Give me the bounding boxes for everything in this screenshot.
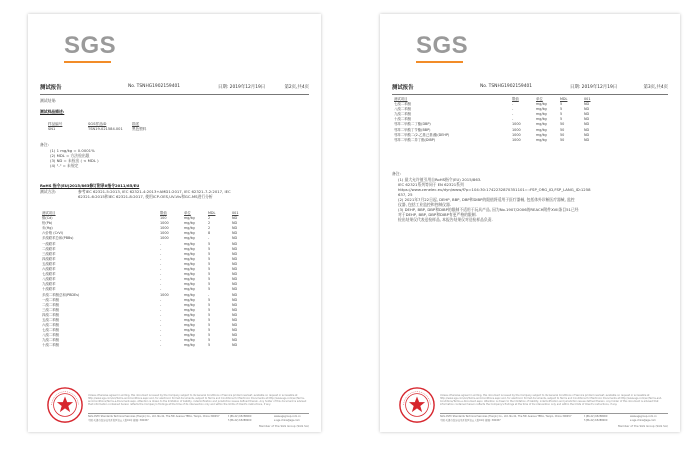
page-number: 第2页,共4页: [284, 85, 309, 90]
table-cell: 1000: [512, 122, 521, 127]
table-cell: mg/kg: [184, 333, 195, 338]
table-cell: 八溴二苯醚: [394, 107, 411, 112]
note-line: https://www.cenelec.eu/dyn/www/f?p=104:30:1742232870351101::::FSP_ORG_ID,FSP_LANG_ID:1258: [398, 187, 591, 192]
table-cell: -: [160, 241, 162, 246]
table-cell: 1000: [160, 221, 169, 226]
method-label: 测试方法:: [40, 189, 57, 194]
note-line: (1) 最大允许值引用自RoHS指令(EU) 2015/863.: [398, 177, 482, 182]
table-cell: ND: [232, 307, 238, 312]
table-cell: 5: [208, 317, 211, 322]
table-cell: 5: [208, 343, 211, 348]
table-cell: 5: [208, 302, 211, 307]
table-cell: mg/kg: [536, 122, 547, 127]
table-cell: mg/kg: [184, 312, 195, 317]
table-cell: mg/kg: [184, 251, 195, 256]
table-cell: 5: [208, 267, 211, 272]
table-cell: 50: [560, 122, 565, 127]
sample-cell: 黑色塑料: [132, 127, 147, 132]
table-cell: -: [160, 338, 162, 343]
table-cell: ND: [232, 241, 238, 246]
table-cell: 5: [208, 307, 211, 312]
table-cell: 5: [560, 102, 563, 107]
sample-table: [48, 122, 146, 132]
table-cell: -: [512, 117, 514, 122]
note-line: 检出结果仅代表送检样品, 本报告结果仅对送检样品负责.: [398, 217, 493, 222]
table-cell: mg/kg: [184, 236, 195, 241]
table-cell: 5: [208, 241, 211, 246]
table-cell: mg/kg: [184, 282, 195, 287]
table-cell: 汞(Hg): [42, 226, 53, 231]
results-table: [394, 97, 604, 143]
member-note: Member of the SGS Group (SGS SA): [259, 424, 309, 428]
table-cell: 七溴二苯醚: [394, 102, 411, 107]
table-cell: -: [160, 343, 162, 348]
table-cell: mg/kg: [184, 277, 195, 282]
table-cell: ND: [232, 246, 238, 251]
results-col-header: 单位: [536, 97, 543, 101]
table-cell: 九溴二苯醚: [42, 338, 59, 343]
table-cell: 邻苯二甲酸二异丁酯(DIBP): [394, 137, 436, 142]
table-cell: -: [208, 292, 210, 297]
sample-col-header: 样品编号: [48, 122, 63, 126]
results-col-header: 001: [232, 211, 239, 215]
table-cell: mg/kg: [184, 246, 195, 251]
results-col-header: MDL: [208, 211, 216, 215]
table-cell: -: [160, 282, 162, 287]
address-en: SGS-CSTC Standards Technical Services (Tianjin) Co., Ltd. No.41, The 5th Avenue TEDA, Tianjin, China 300457: [440, 415, 572, 418]
table-cell: ND: [232, 292, 238, 297]
report-page-2: [28, 14, 321, 432]
sample-col-header: 描述: [132, 122, 140, 126]
table-cell: 二溴联苯: [42, 246, 56, 251]
table-cell: ND: [584, 137, 590, 142]
results-col-header: 限值: [160, 211, 167, 215]
table-cell: mg/kg: [536, 112, 547, 117]
report-title: 测试报告: [392, 85, 414, 91]
address-cn: 中国·天津市经济技术开发区第五大街41号 邮编: 300457: [88, 419, 149, 422]
notes-label: 备注:: [392, 171, 401, 176]
table-cell: 8: [208, 231, 211, 236]
table-cell: ND: [232, 317, 238, 322]
table-cell: 5: [208, 251, 211, 256]
sgs-logo: SGS: [416, 32, 469, 59]
table-cell: 1000: [512, 137, 521, 142]
table-cell: 二溴二苯醚: [42, 302, 59, 307]
method-line: 62321-6:2015和IEC 62321-8:2017, 使用ICP-OES,UV-Vis和GC-MS进行分析: [78, 194, 213, 199]
table-cell: 5: [208, 328, 211, 333]
table-cell: ND: [232, 267, 238, 272]
table-cell: 六价铬 (CrVI): [42, 231, 63, 236]
website: www.sgsgroup.com.cn: [274, 415, 301, 418]
table-cell: 六溴联苯: [42, 267, 56, 272]
table-cell: 5: [208, 297, 211, 302]
table-cell: 5: [208, 312, 211, 317]
table-cell: mg/kg: [184, 307, 195, 312]
table-cell: ND: [584, 127, 590, 132]
header-divider: [40, 94, 309, 95]
fax: f (86-22) 65288000: [228, 419, 252, 422]
table-cell: mg/kg: [536, 102, 547, 107]
table-cell: -: [160, 302, 162, 307]
fax: f (86-22) 65288000: [584, 419, 608, 422]
sample-col-header: SGS样品ID: [88, 122, 107, 126]
table-cell: -: [160, 246, 162, 251]
table-cell: 五溴联苯: [42, 261, 56, 266]
table-cell: ND: [232, 221, 238, 226]
table-cell: -: [160, 297, 162, 302]
report-date: 日期: 2019年12月19日: [570, 85, 618, 90]
member-note: Member of the SGS Group (SGS SA): [618, 424, 668, 428]
table-cell: 5: [208, 261, 211, 266]
table-cell: ND: [232, 236, 238, 241]
sample-description-label: 测试样品描述:: [40, 109, 65, 114]
table-cell: ND: [232, 226, 238, 231]
logo-orange-rule: [64, 61, 111, 63]
table-cell: 50: [560, 137, 565, 142]
table-cell: mg/kg: [536, 117, 547, 122]
telephone: t (86-22) 65288000: [584, 415, 608, 418]
table-cell: 50: [560, 127, 565, 132]
table-cell: ND: [232, 216, 238, 221]
table-cell: ND: [232, 272, 238, 277]
table-cell: -: [160, 307, 162, 312]
table-cell: 三溴联苯: [42, 251, 56, 256]
table-cell: -: [160, 317, 162, 322]
table-cell: 九溴联苯: [42, 282, 56, 287]
notes-label: 备注:: [40, 142, 49, 147]
table-cell: mg/kg: [184, 216, 195, 221]
email: e sgs.china@sgs.com: [274, 419, 300, 422]
email: e sgs.china@sgs.com: [630, 419, 656, 422]
table-cell: 邻苯二甲酸丁苄酯(BBP): [394, 127, 431, 132]
report-date: 日期: 2019年12月19日: [218, 85, 266, 90]
table-cell: ND: [232, 261, 238, 266]
note-line: (3) ND = 未检出 ( < MDL ): [50, 158, 99, 163]
table-cell: mg/kg: [536, 137, 547, 142]
footer-divider: [440, 413, 668, 414]
sgs-seal-stamp: [46, 386, 84, 424]
table-cell: mg/kg: [536, 107, 547, 112]
table-cell: 5: [208, 272, 211, 277]
note-line: IEC 62321系列等同于 EN 62321系列: [398, 182, 464, 187]
results-col-header: 001: [584, 97, 591, 101]
note-line: (4) "-" = 未规定: [50, 163, 79, 168]
table-cell: ND: [232, 231, 238, 236]
table-cell: mg/kg: [184, 261, 195, 266]
table-cell: 1000: [160, 231, 169, 236]
table-cell: mg/kg: [184, 231, 195, 236]
table-cell: 2: [208, 226, 211, 231]
table-cell: mg/kg: [184, 328, 195, 333]
table-cell: ND: [232, 282, 238, 287]
table-cell: -: [160, 328, 162, 333]
table-cell: mg/kg: [536, 127, 547, 132]
table-cell: 镉(Cd): [42, 216, 53, 221]
table-cell: 1000: [160, 236, 169, 241]
table-cell: -: [512, 102, 514, 107]
table-cell: ND: [232, 256, 238, 261]
results-col-header: 限值: [512, 97, 519, 101]
method-line: 参考IEC 62321-5:2013, IEC 62321-4:2013+AMD1:2017, IEC 62321-7-2:2017, IEC: [78, 189, 231, 194]
report-number: No. TSNHG1902159401: [480, 84, 533, 89]
results-col-header: 测试项目: [42, 211, 56, 215]
table-cell: -: [160, 312, 162, 317]
table-cell: 八溴二苯醚: [42, 333, 59, 338]
table-cell: 5: [560, 107, 563, 112]
disclaimer-fine-print: Unless otherwise agreed in writing, this document is issued by the Company subject to its General Conditions of Service printed overleaf, available on request or accessible at http://www.sgs.com/en/Terms-and-Conditions.aspx and, for electronic format documents, subject to Terms and Conditions for Electronic Documents at http://www.sgs.com/en/Terms-and-Conditions/Terms-e-Document.aspx. Attention is drawn to the limitation of liability, indemnification and jurisdiction issues defined therein. Any holder of this document is advised that information contained hereon reflects the Company's findings at the time of its intervention only and within the limits of Client's instructions, if any.: [440, 394, 663, 407]
note-line: (1) 1 mg/kg = 0.0001%: [50, 148, 95, 153]
rohs-title: RoHS 指令(EU)2015/863修订附录II指令2011/65/EU: [40, 183, 140, 188]
report-number: No. TSNHG1902159401: [128, 84, 181, 89]
table-cell: 一溴联苯: [42, 241, 56, 246]
table-cell: ND: [232, 343, 238, 348]
address-en: SGS-CSTC Standards Technical Services (Tianjin) Co., Ltd. No.41, The 5th Avenue TEDA, Tianjin, China 300457: [88, 415, 220, 418]
table-cell: -: [160, 333, 162, 338]
table-cell: ND: [584, 112, 590, 117]
table-cell: mg/kg: [184, 302, 195, 307]
table-cell: 1000: [160, 292, 169, 297]
sgs-logo: SGS: [64, 32, 117, 59]
table-cell: mg/kg: [184, 292, 195, 297]
footer-divider: [88, 413, 309, 414]
table-cell: 邻苯二甲酸二丁酯(DBP): [394, 122, 431, 127]
results-col-header: 测试项目: [394, 97, 408, 101]
table-cell: 5: [560, 112, 563, 117]
results-table: [42, 211, 252, 349]
note-line: 637, 25: [398, 192, 413, 197]
table-cell: 1000: [512, 132, 521, 137]
logo-orange-rule: [416, 61, 463, 63]
table-cell: 5: [208, 256, 211, 261]
table-cell: 六溴二苯醚: [42, 323, 59, 328]
table-cell: mg/kg: [184, 297, 195, 302]
table-cell: mg/kg: [184, 267, 195, 272]
table-cell: 八溴联苯: [42, 277, 56, 282]
disclaimer-fine-print: Unless otherwise agreed in writing, this document is issued by the Company subject to its General Conditions of Service printed overleaf, available on request or accessible at http://www.sgs.com/en/Terms-and-Conditions.aspx and, for electronic format documents, subject to Terms and Conditions for Electronic Documents at http://www.sgs.com/en/Terms-and-Conditions/Terms-e-Document.aspx. Attention is drawn to the limitation of liability, indemnification and jurisdiction issues defined therein. Any holder of this document is advised that information contained hereon reflects the Company's findings at the time of its intervention only and within the limits of Client's instructions, if any.: [88, 394, 307, 407]
table-cell: 七溴二苯醚: [42, 328, 59, 333]
table-cell: 5: [208, 333, 211, 338]
table-cell: ND: [232, 277, 238, 282]
report-page-3: [380, 14, 680, 432]
table-cell: 1000: [512, 127, 521, 132]
header-divider: [392, 94, 668, 95]
table-cell: mg/kg: [184, 323, 195, 328]
table-cell: 四溴二苯醚: [42, 312, 59, 317]
table-cell: mg/kg: [184, 287, 195, 292]
table-cell: mg/kg: [184, 317, 195, 322]
table-cell: -: [512, 107, 514, 112]
table-cell: 十溴二苯醚: [42, 343, 59, 348]
table-cell: -: [160, 267, 162, 272]
table-cell: 十溴二苯醚: [394, 117, 411, 122]
page-header: [40, 83, 309, 93]
table-cell: 5: [560, 117, 563, 122]
table-cell: ND: [584, 107, 590, 112]
table-cell: ND: [584, 132, 590, 137]
table-cell: 一溴二苯醚: [42, 297, 59, 302]
table-cell: -: [160, 261, 162, 266]
table-cell: -: [160, 251, 162, 256]
table-cell: mg/kg: [184, 338, 195, 343]
telephone: t (86-22) 65288000: [228, 415, 252, 418]
table-cell: -: [512, 112, 514, 117]
sgs-seal-stamp: [398, 386, 436, 424]
table-cell: -: [160, 272, 162, 277]
results-col-header: 单位: [184, 211, 191, 215]
sample-cell: TSN19-021584.001: [88, 127, 123, 132]
table-cell: 5: [208, 277, 211, 282]
table-cell: -: [160, 323, 162, 328]
table-cell: 四溴联苯: [42, 256, 56, 261]
website: www.sgsgroup.com.cn: [630, 415, 657, 418]
results-label: 测试结果:: [40, 98, 57, 103]
table-cell: mg/kg: [184, 226, 195, 231]
table-cell: ND: [584, 102, 590, 107]
table-cell: 多溴联苯总和(PBBs): [42, 236, 74, 241]
table-cell: 5: [208, 282, 211, 287]
table-cell: 十溴联苯: [42, 287, 56, 292]
report-title: 测试报告: [40, 85, 62, 91]
table-cell: 五溴二苯醚: [42, 317, 59, 322]
table-cell: 5: [208, 246, 211, 251]
table-cell: ND: [232, 328, 238, 333]
table-cell: mg/kg: [184, 221, 195, 226]
table-row: [42, 343, 252, 348]
address-cn: 中国·天津市经济技术开发区第五大街41号 邮编: 300457: [440, 419, 501, 422]
table-cell: ND: [584, 122, 590, 127]
table-cell: 三溴二苯醚: [42, 307, 59, 312]
table-cell: mg/kg: [184, 343, 195, 348]
table-cell: ND: [232, 312, 238, 317]
table-cell: ND: [232, 323, 238, 328]
page-header: [392, 83, 668, 93]
table-cell: ND: [232, 251, 238, 256]
table-cell: 七溴联苯: [42, 272, 56, 277]
note-line: (2) MDL = 方法检出限: [50, 153, 90, 158]
table-cell: mg/kg: [184, 241, 195, 246]
table-cell: 5: [208, 338, 211, 343]
table-cell: -: [160, 277, 162, 282]
table-cell: mg/kg: [184, 272, 195, 277]
table-cell: 100: [160, 216, 167, 221]
table-row: [394, 138, 604, 143]
table-cell: 多溴二苯醚总和(PBDEs): [42, 292, 80, 297]
table-cell: 2: [208, 216, 211, 221]
note-line: (3) DEHP, BBP, DBP和DIBP的限制不适用于玩具产品, 因为No.1907/2006的REACH附件XVII条目51已经: [398, 207, 579, 212]
table-cell: ND: [232, 302, 238, 307]
table-cell: ND: [232, 333, 238, 338]
table-cell: 1000: [160, 226, 169, 231]
table-cell: 5: [208, 323, 211, 328]
table-cell: 九溴二苯醚: [394, 112, 411, 117]
table-cell: -: [208, 236, 210, 241]
table-cell: mg/kg: [184, 256, 195, 261]
results-col-header: MDL: [560, 97, 568, 101]
page-number: 第3页,共4页: [643, 85, 668, 90]
table-cell: mg/kg: [536, 132, 547, 137]
table-cell: -: [160, 287, 162, 292]
table-cell: -: [160, 256, 162, 261]
table-cell: ND: [232, 338, 238, 343]
table-cell: ND: [232, 287, 238, 292]
table-cell: ND: [584, 117, 590, 122]
note-line: 仪器, 包括工业监控和控制仪器.: [398, 202, 451, 207]
table-cell: 2: [208, 221, 211, 226]
note-line: 对于DEHP, BBP, DBP和DIBP有更严格的限制.: [398, 212, 477, 217]
table-cell: 5: [208, 287, 211, 292]
table-cell: 50: [560, 132, 565, 137]
note-line: (2) 2021年7月22日起, DEHP, BBP, DBP和DIBP的限值将适用于医疗器械, 包括体外诊断医疗器械, 监控: [398, 197, 575, 202]
sample-cell: SN1: [48, 127, 56, 132]
table-cell: 邻苯二甲酸二(2-乙基己基)酯(DEHP): [394, 132, 450, 137]
table-cell: ND: [232, 297, 238, 302]
table-cell: 铅(Pb): [42, 221, 53, 226]
